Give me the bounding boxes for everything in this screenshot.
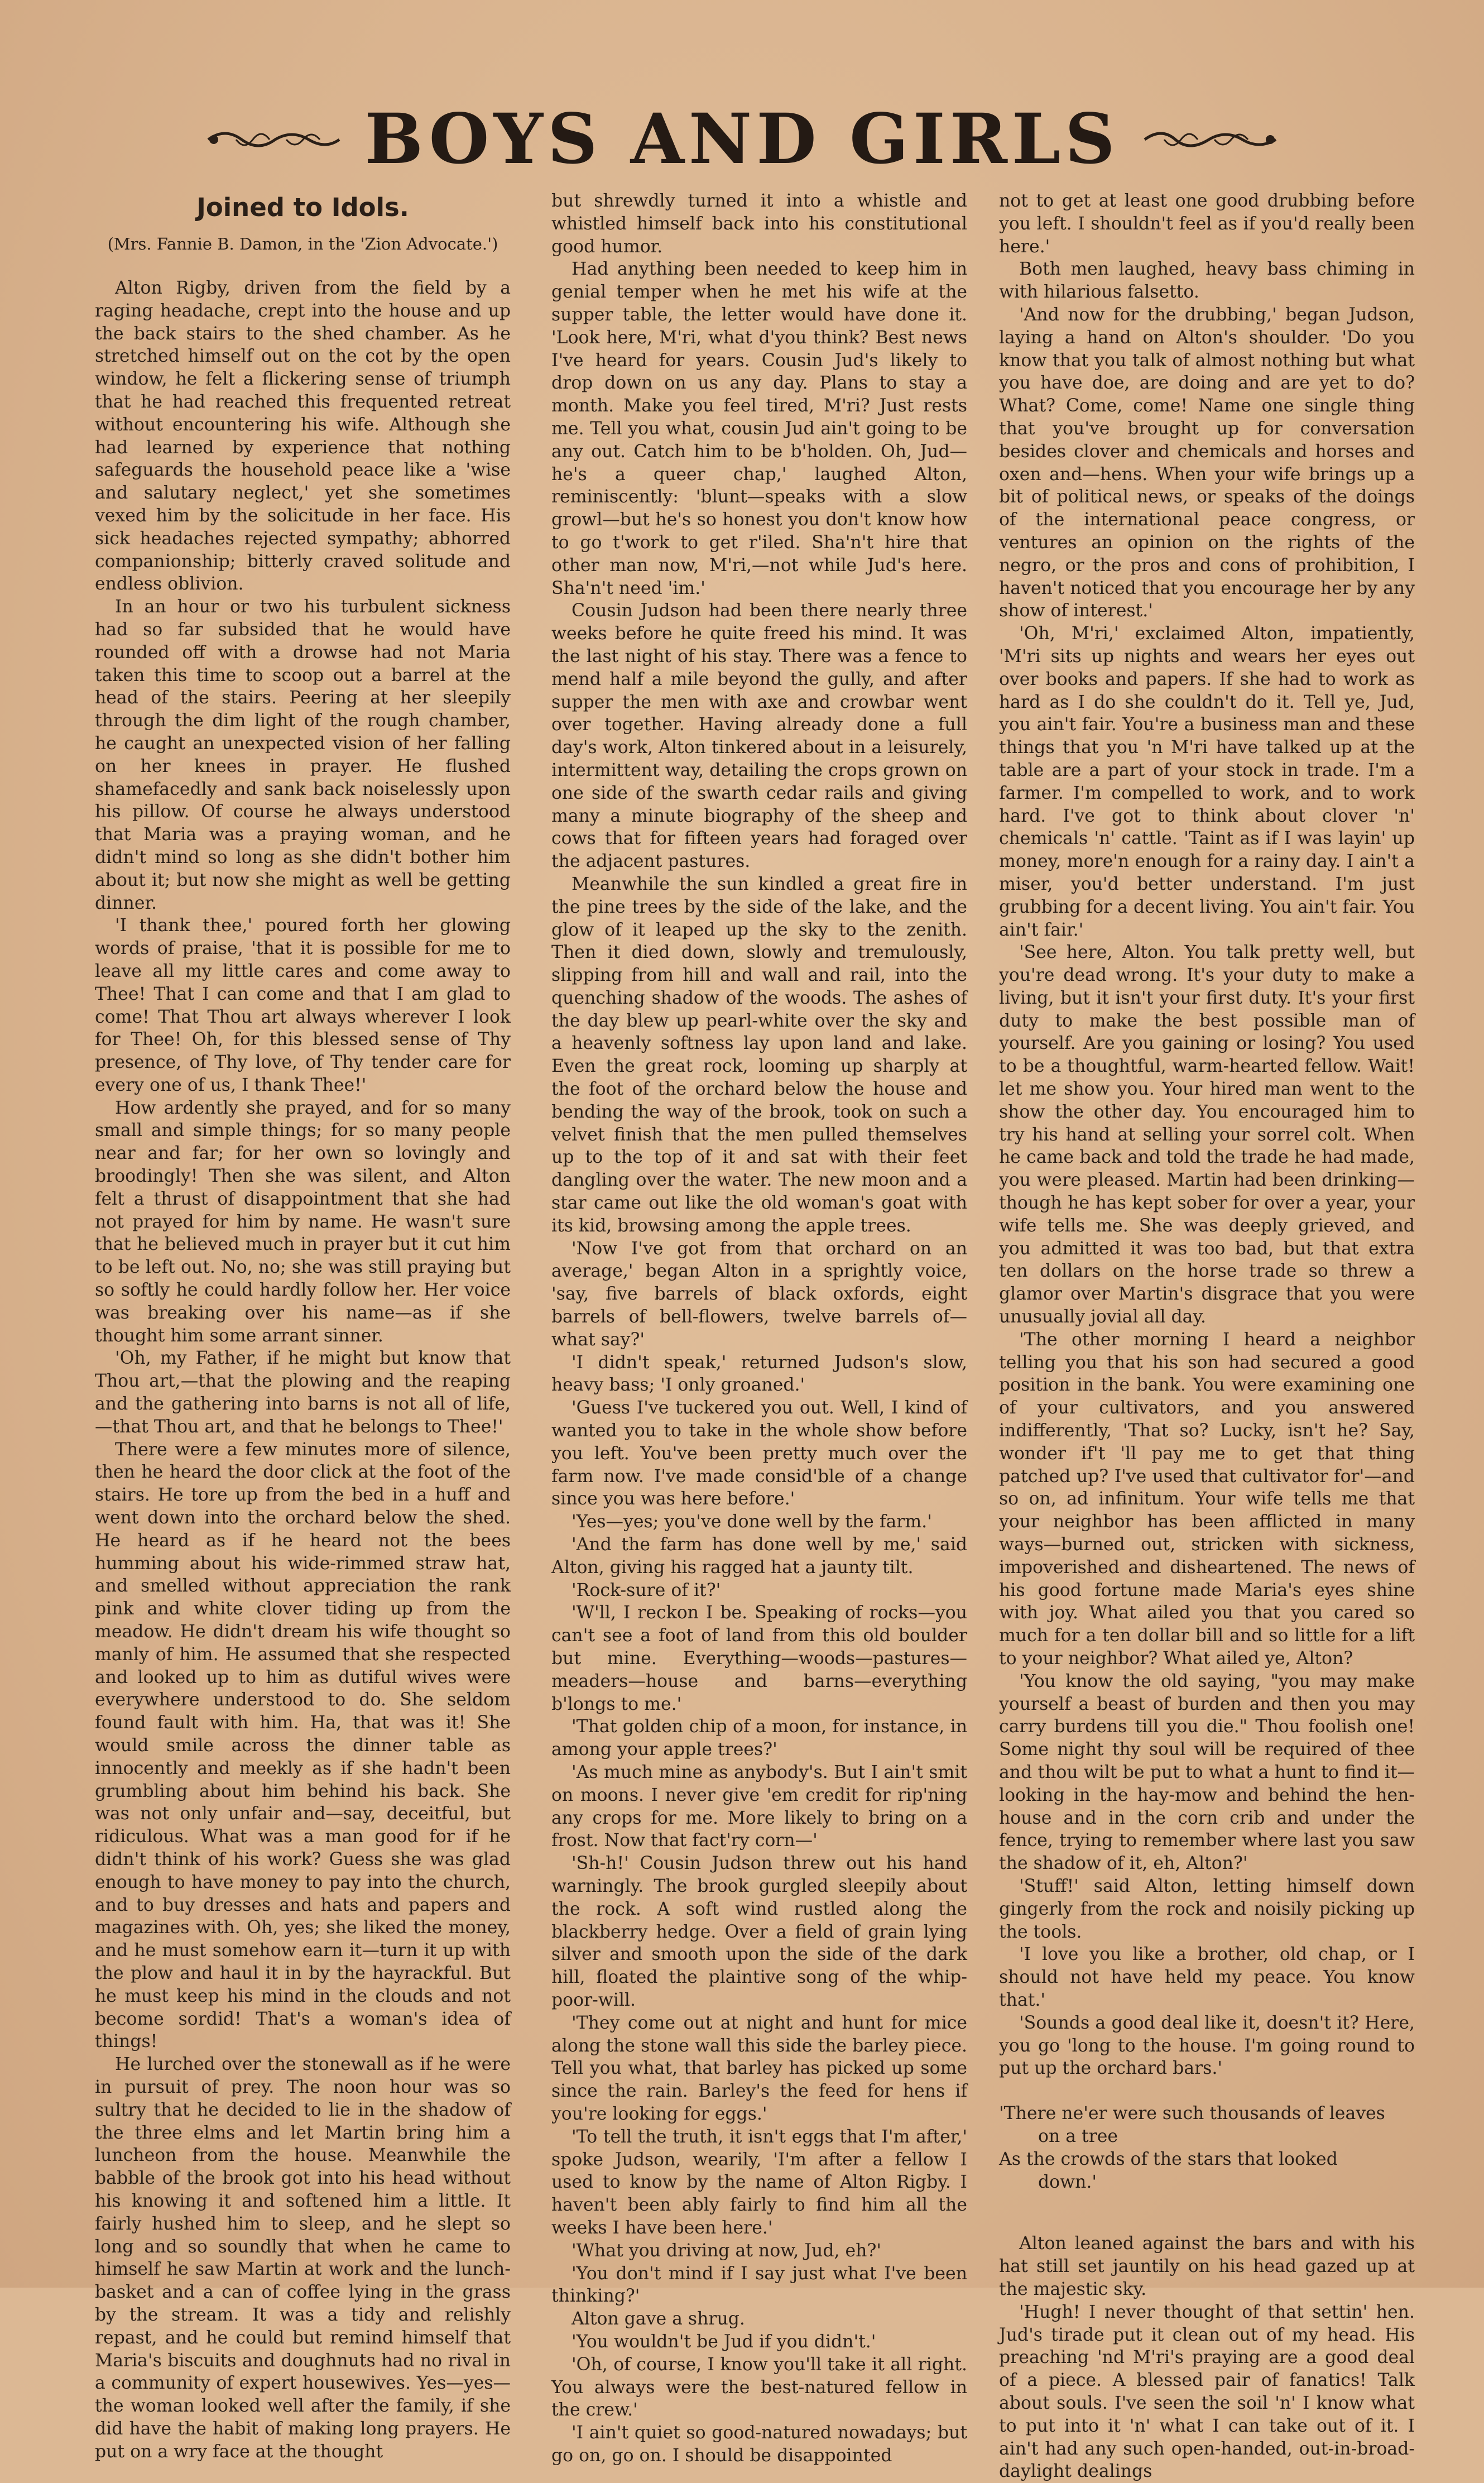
paragraph: He lurched over the stonewall as if he were in pursuit of prey. The noon hour was so sultry that he decided to lie in the shadow of the three elms and let Martin bring him a luncheon from the house. Meanwhile the babble of the brook got into his head without his knowing it and softened him a little. It fairly hushed him to sleep, and he slept so long and so soundly that when he came to himself he saw Martin at work and the lunch-basket and a can of coffee lying in the grass by the stream. It was a tidy and relishly repast, and he could but remind himself that Maria's biscuits and doughnuts had no rival in a community of expert housewives. Yes—yes—the woman looked well after the family, if she did have the habit of making long prayers. He put on a wry face at the thought xyxy=(95,2054,511,2462)
paragraph: 'Oh, M'ri,' exclaimed Alton, impatiently, 'M'ri sits up nights and wears her eyes out over books and papers. If she had to work as hard as I do she couldn't do it. Tell ye, Jud, you ain't fair. You're a business man and these things that you 'n M'ri have talked up at the table are a part of your stock in trade. I'm a farmer. I'm compelled to work, and to work hard. I've got to think about clover 'n' chemicals 'n' cattle. 'Taint as if I was layin' up money, more'n enough for a rainy day. I ain't a miser, you'd better understand. I'm just grubbing for a decent living. You ain't fair. You ain't fair.' xyxy=(999,624,1415,940)
paragraph: 'I didn't speak,' returned Judson's slow, heavy bass; 'I only groaned.' xyxy=(551,1352,967,1396)
paragraph: 'They come out at night and hunt for mice along the stone wall this side the barley piece. Tell you what, that barley has picked up some since the rain. Barley's the feed for hens if you're looking for eggs.' xyxy=(551,2012,967,2124)
paragraph: Meanwhile the sun kindled a great fire in the pine trees by the side of the lake, and the glow of it leaped up the sky to the zenith. Then it died down, slowly and tremulously, slipping from hill and wall and rail, into the quenching shadow of the woods. The ashes of the day blew up pearl-white over the sky and a heavenly softness lay upon land and lake. Even the great rock, looming up sharply at the foot of the orchard below the house and bending the way of the brook, took on such a velvet finish that the men pulled themselves up to the top of it and sat with their feet dangling over the water. The new moon and a star came out like the old woman's goat with its kid, browsing among the apple trees. xyxy=(551,874,967,1236)
paragraph: Cousin Judson had been there nearly three weeks before he quite freed his mind. It was the last night of his stay. There was a fence to mend half a mile beyond the gully, and after supper the men with axe and crowbar went over together. Having already done a full day's work, Alton tinkered about in a leisurely, intermittent way, detailing the crops grown on one side of the swarth cedar rails and giving many a minute biography of the sheep and cows that for fifteen years had foraged over the adjacent pastures. xyxy=(551,601,967,872)
paragraph: 'Guess I've tuckered you out. Well, I kind of wanted you to take in the whole show before you left. You've been pretty much over the farm now. I've made consid'ble of a change since you was here before.' xyxy=(551,1398,967,1509)
paragraph: Alton leaned against the bars and with his hat still set jauntily on his head gazed up at the majestic sky. xyxy=(999,2233,1415,2299)
paragraph: 'You know the old saying, "you may make yourself a beast of burden and then you may carry burdens till you die." Thou foolish one! Some night thy soul will be required of thee and thou wilt be put to what a hunt to find it—looking in the hay-mow and behind the hen-house and in the corn crib and under the fence, trying to remember where last you saw the shadow of it, eh, Alton?' xyxy=(999,1671,1415,1874)
paragraph: 'As much mine as anybody's. But I ain't smit on moons. I never give 'em credit for rip'ning any crops for me. More likely to bring on a frost. Now that fact'ry corn—' xyxy=(551,1762,967,1851)
paragraph: 'I ain't quiet so good-natured nowadays; but go on, go on. I should be disappointed xyxy=(551,2423,967,2466)
article-byline: (Mrs. Fannie B. Damon, in the 'Zion Advocate.') xyxy=(107,234,498,253)
paragraph: In an hour or two his turbulent sickness had so far subsided that he would have rounded off with a drowse had not Maria taken this time to scoop out a barrel at the head of the stairs. Peering at her sleepily through the dim light of the rough chamber, he caught an unexpected vision of her falling on her knees in prayer. He flushed shamefacedly and sank back noiselessly upon his pillow. Of course he always understood that Maria was a praying woman, and he didn't mind so long as she didn't bother him about it; but now she might as well be getting dinner. xyxy=(95,597,511,913)
paragraph: not to get at least one good drubbing before you left. I shouldn't feel as if you'd really been here.' xyxy=(999,191,1415,257)
paragraph: 'Yes—yes; you've done well by the farm.' xyxy=(571,1512,932,1532)
paragraph: 'Hugh! I never thought of that settin' hen. Jud's tirade put it clean out of my head. His preaching 'nd M'ri's praying are a good deal of a piece. A blessed pair of fanatics! Talk about souls. I've seen the soil 'n' I know what to put into it 'n' what I can take out of it. I ain't had any such open-handed, out-in-broad-daylight dealings xyxy=(999,2302,1415,2482)
paragraph: 'The other morning I heard a neighbor telling you that his son had secured a good position in the bank. You were examining one of your cultivators, and you answered indifferently, 'That so? Lucky, isn't he? Say, wonder if't 'll pay me to get that thing patched up? I've used that cultivator for'—and so on, ad infinitum. Your wife tells me that your neighbor has been afflicted in many ways—burned out, stricken with sickness, impoverished and disheartened. The news of his good fortune made Maria's eyes shine with joy. What ailed you that you cared so much for a ten dollar bill and so little for a lift to your neighbor? What ailed ye, Alton? xyxy=(999,1329,1415,1669)
paragraph: 'I love you like a brother, old chap, or I should not have held my peace. You know that.' xyxy=(999,1944,1415,2010)
masthead xyxy=(0,98,1484,181)
poem-quote xyxy=(999,2102,1415,2193)
paragraph: Had anything been needed to keep him in genial temper when he met his wife at the supper table, the letter would have done it. 'Look here, M'ri, what d'you think? Best news I've heard for years. Cousin Jud's likely to drop down on us any day. Plans to stay a month. Make you feel tired, M'ri? Just rests me. Tell you what, cousin Jud ain't going to be any out. Catch him to be b'holden. Oh, Jud—he's a queer chap,' laughed Alton, reminiscently: 'blunt—speaks with a slow growl—but he's so honest you don't know how to go t'work to get r'iled. Sha'n't hire that other man now, M'ri,—not while Jud's here. Sha'n't need 'im.' xyxy=(551,259,967,598)
paragraph: 'Sounds a good deal like it, doesn't it? Here, you go 'long to the house. I'm going round to put up the orchard bars.' xyxy=(999,2012,1415,2079)
poem-line: As the crowds of the stars that looked xyxy=(999,2149,1338,2169)
paragraph: 'And the farm has done well by me,' said Alton, giving his ragged hat a jaunty tilt. xyxy=(551,1535,967,1578)
left-flourish-ornament xyxy=(203,123,342,156)
column-2 xyxy=(551,190,967,2466)
paragraph: 'See here, Alton. You talk pretty well, but you're dead wrong. It's your duty to make a living, but it isn't your first duty. It's your first duty to make the best possible man of yourself. Are you gaining or losing? You used to be a thoughtful, warm-hearted fellow. Wait! let me show you. Your hired man went to the show the other day. You encouraged him to try his hand at selling your sorrel colt. When he came back and told the trade he had made, you were pleased. Martin had been drinking—though he has kept sober for over a year, your wife tells me. She was deeply grieved, and you admitted it was too bad, but that extra ten dollars on the horse trade so threw a glamor over Martin's disgrace that you were unusually jovial all day. xyxy=(999,942,1415,1327)
paragraph: How ardently she prayed, and for so many small and simple things; for so many people near and far; for her own so lovingly and broodingly! Then she was silent, and Alton felt a thrust of disappointment that she had not prayed for him by name. He wasn't sure that he believed much in prayer but it cut him to be left out. No, no; she was still praying but so softly he could hardly follow her. Her voice was breaking over his name—as if she thought him some arrant sinner. xyxy=(95,1097,511,1346)
paragraph: Both men laughed, heavy bass chiming in with hilarious falsetto. xyxy=(999,259,1415,303)
paragraph: 'Oh, my Father, if he might but know that Thou art,—that the plowing and the reaping and the gathering into barns is not all of life,—that Thou art, and that he belongs to Thee!' xyxy=(95,1348,511,1437)
paragraph: 'That golden chip of a moon, for instance, in among your apple trees?' xyxy=(551,1717,967,1760)
paragraph: There were a few minutes more of silence, then he heard the door click at the foot of the stairs. He tore up from the bed in a huff and went down into the orchard below the shed. He heard as if he heard not the bees humming about his wide-rimmed straw hat, and smelled without appreciation the rank pink and white clover tiding up from the meadow. He didn't dream his wife thought so manly of him. He assumed that she respected and looked up to him as dutiful wives were everywhere understood to do. She seldom found fault with him. Ha, that was it! She would smile across the dinner table as innocently and meekly as if she hadn't been grumbling about him behind his back. She was not only unfair and—say, deceitful, but ridiculous. What was a man good for if he didn't think of his work? Guess she was glad enough to have money to pay into the church, and to buy dresses and hats and papers and magazines with. Oh, yes; she liked the money, and he must somehow earn it—turn it up with the plow and haul it in by the hayrackful. But he must keep his mind in the clouds and not become sordid! That's a woman's idea of things! xyxy=(95,1439,511,2052)
paragraph: 'Stuff!' said Alton, letting himself down gingerly from the rock and noisily picking up the tools. xyxy=(999,1876,1415,1942)
paragraph: 'You don't mind if I say just what I've been thinking?' xyxy=(551,2263,967,2307)
right-flourish-ornament xyxy=(1142,123,1281,156)
paragraph: 'You wouldn't be Jud if you didn't.' xyxy=(571,2331,876,2352)
paragraph: 'Rock-sure of it?' xyxy=(571,1580,721,1600)
poem-line: on a tree xyxy=(1038,2126,1118,2146)
paragraph: 'And now for the drubbing,' began Judson, laying a hand on Alton's shoulder. 'Do you know that you talk of almost nothing but what you have doe, are doing and are yet to do? What? Come, come! Name one single thing that you've brought up for conversation besides clover and chemicals and horses and oxen and—hens. When your wife brings up a bit of political news, or speaks of the doings of the international peace congress, or ventures an opinion on the rights of the negro, or the pros and cons of prohibition, I haven't noticed that you encourage her by any show of interest.' xyxy=(999,304,1415,621)
paragraph: 'W'll, I reckon I be. Speaking of rocks—you can't see a foot of land from this old boulder but mine. Everything—woods—pastures—meaders—house and barns—everything b'longs to me.' xyxy=(551,1603,967,1714)
paragraph: 'Sh-h!' Cousin Judson threw out his hand warningly. The brook gurgled sleepily about the rock. A soft wind rustled along the blackberry hedge. Over a field of grain lying silver and smooth upon the side of the dark hill, floated the plaintive song of the whip-poor-will. xyxy=(551,1853,967,2010)
column-3 xyxy=(999,190,1415,2482)
column-1 xyxy=(95,190,511,2462)
paragraph: Alton gave a shrug. xyxy=(571,2309,745,2329)
poem-line: down.' xyxy=(1038,2172,1097,2192)
paragraph: 'To tell the truth, it isn't eggs that I'm after,' spoke Judson, wearily, 'I'm after a fellow I used to know by the name of Alton Rigby. I haven't been ably fairly to find him all the weeks I have been here.' xyxy=(551,2126,967,2238)
paragraph: 'Now I've got from that orchard on an average,' began Alton in a sprightly voice, 'say, five barrels of black oxfords, eight barrels of bell-flowers, twelve barrels of—what say?' xyxy=(551,1238,967,1350)
poem-line: 'There ne'er were such thousands of leaves xyxy=(999,2103,1385,2124)
paragraph: Alton Rigby, driven from the field by a raging headache, crept into the house and up the back stairs to the shed chamber. As he stretched himself out on the cot by the open window, he felt a flickering sense of triumph that he had reached this frequented retreat without encountering his wife. Although she had learned by experience that nothing safeguards the household peace like a 'wise and salutary neglect,' yet she sometimes vexed him by the solicitude in her face. His sick headaches rejected sympathy; abhorred companionship; bitterly craved solitude and endless oblivion. xyxy=(95,278,511,595)
paragraph: but shrewdly turned it into a whistle and whistled himself back into his constitutional good humor. xyxy=(551,191,967,257)
paragraph: 'What you driving at now, Jud, eh?' xyxy=(571,2240,882,2261)
article-title: Joined to Idols. xyxy=(196,193,409,222)
paragraph: 'I thank thee,' poured forth her glowing words of praise, 'that it is possible for me to leave all my little cares and come away to Thee! That I can come and that I am glad to come! That Thou art always wherever I look for Thee! Oh, for this blessed sense of Thy presence, of Thy love, of Thy tender care for every one of us, I thank Thee!' xyxy=(95,915,511,1095)
paragraph: 'Oh, of course, I know you'll take it all right. You always were the best-natured fellow in the crew.' xyxy=(551,2354,967,2420)
section-title: BOYS AND GIRLS xyxy=(364,99,1120,180)
